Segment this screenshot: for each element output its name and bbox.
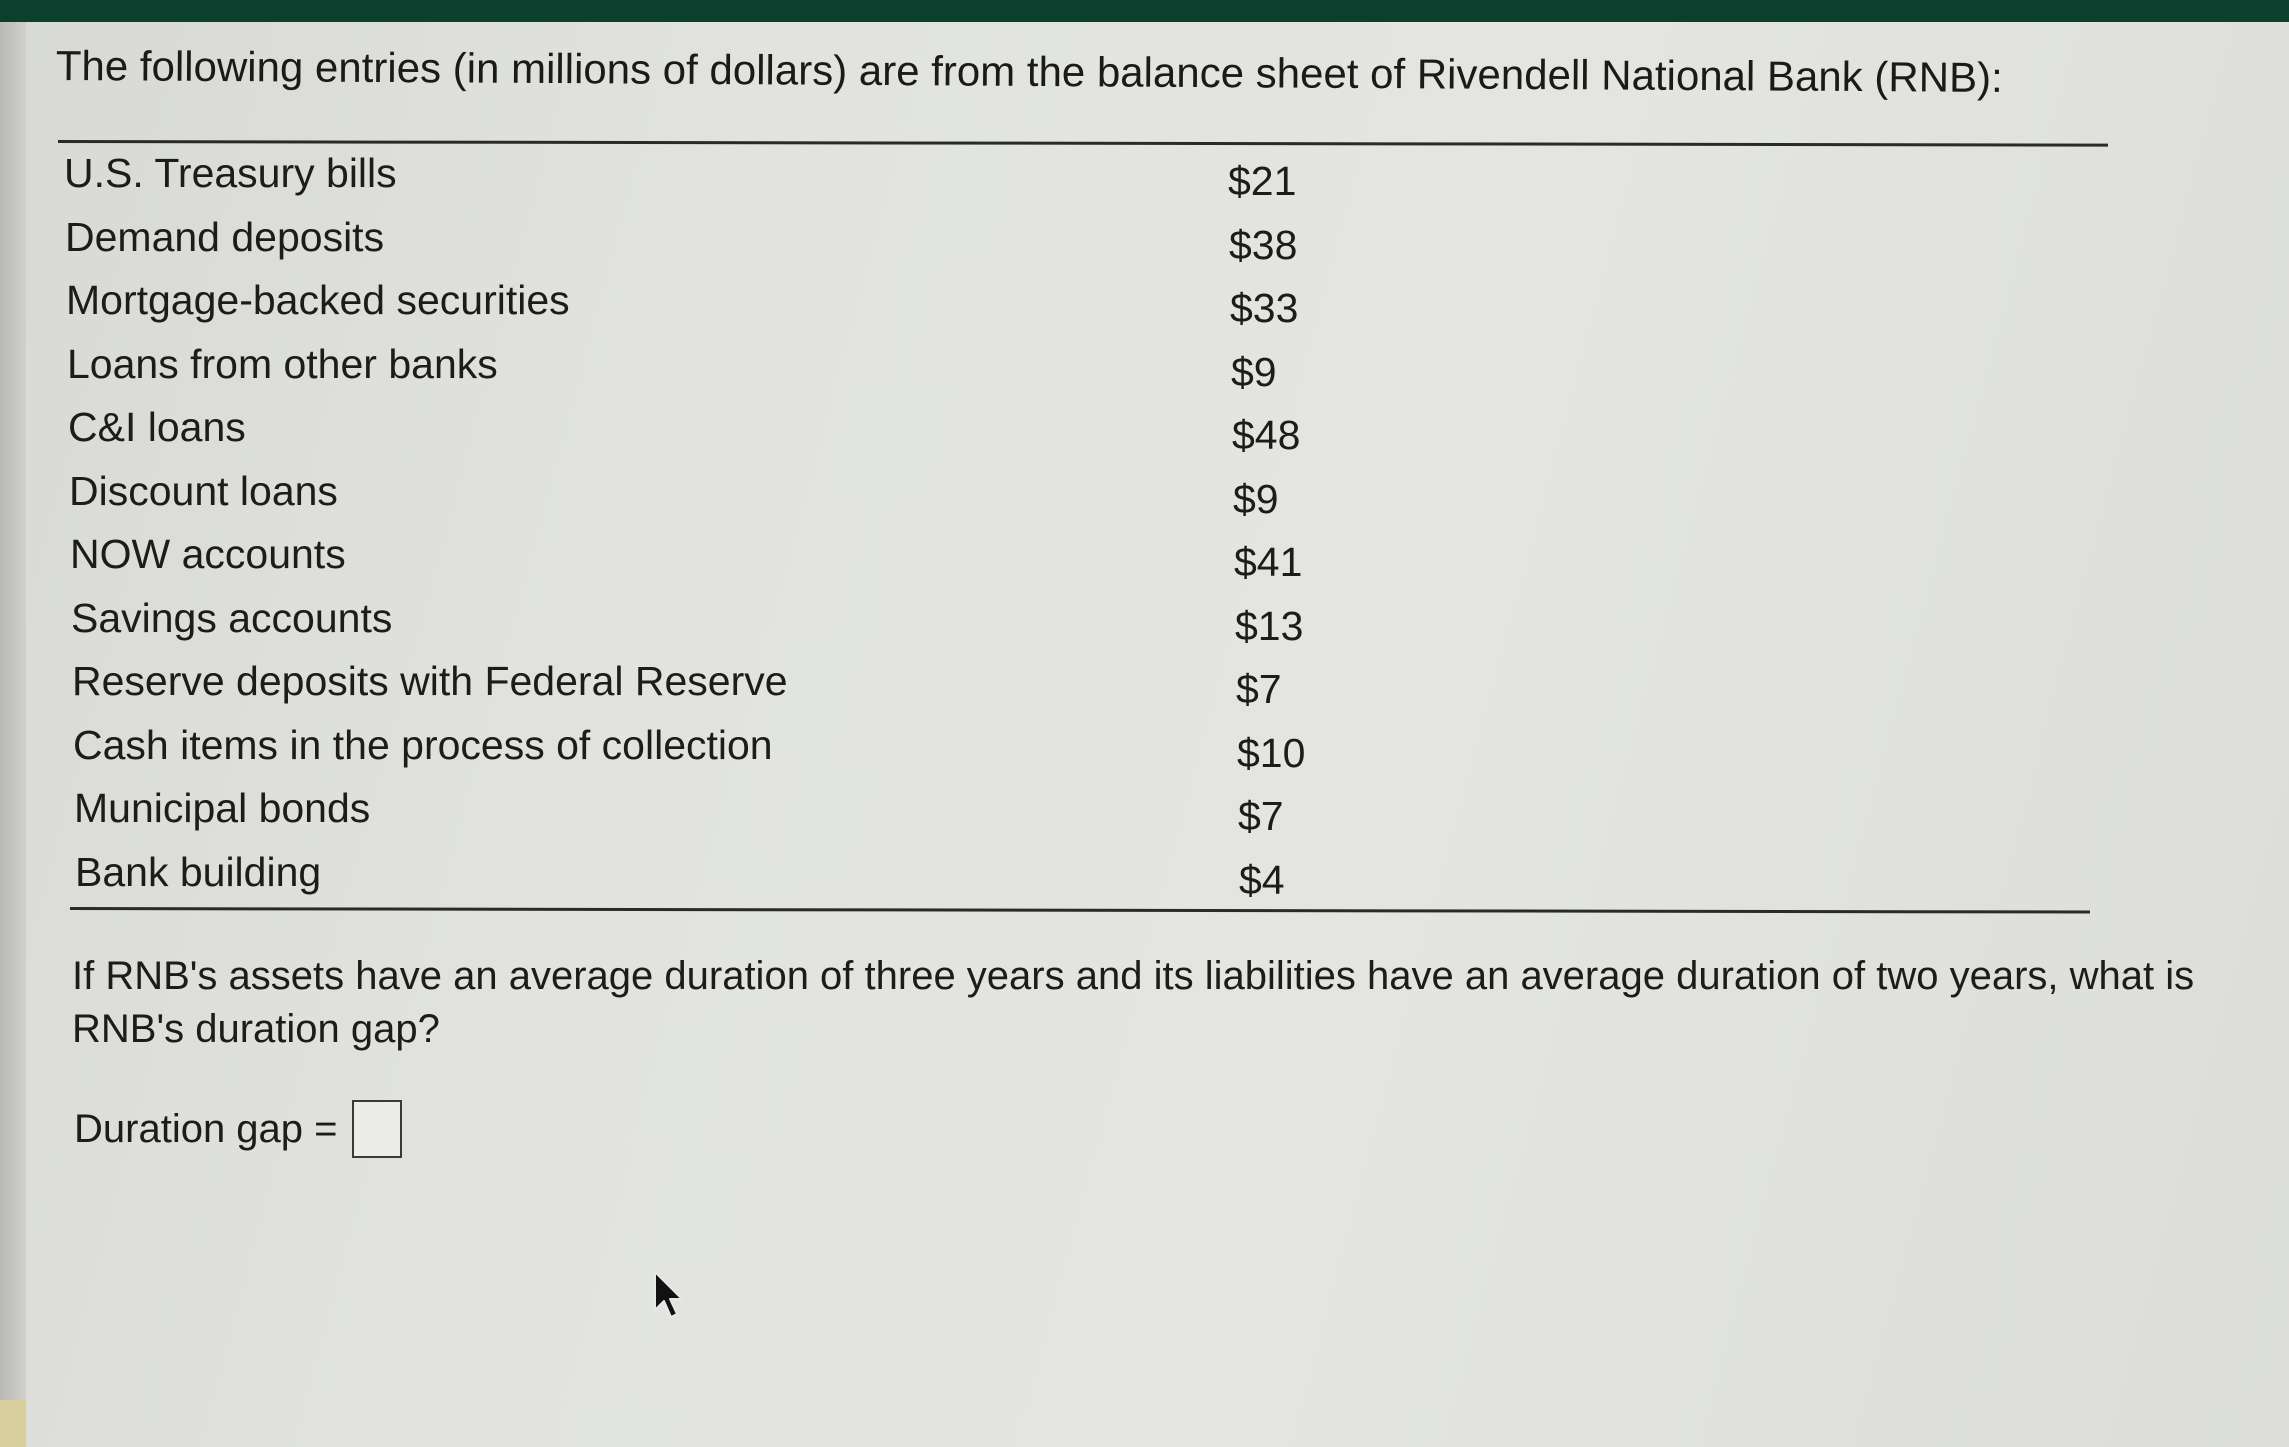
- row-label: Demand deposits: [65, 213, 385, 260]
- table-row: [73, 718, 1373, 782]
- row-value: $7: [1238, 793, 1284, 839]
- row-label: Reserve deposits with Federal Reserve: [72, 658, 788, 704]
- duration-gap-label: Duration gap =: [74, 1106, 338, 1151]
- row-value: $10: [1237, 729, 1306, 776]
- table-row: [69, 464, 1369, 528]
- row-value: $38: [1229, 221, 1298, 268]
- row-label: Discount loans: [69, 467, 338, 514]
- row-label: Cash items in the process of collection: [73, 721, 773, 768]
- table-row: [74, 781, 1374, 845]
- arrow-cursor-icon: [652, 1270, 686, 1322]
- row-value: $41: [1234, 539, 1303, 585]
- table-row: [71, 591, 1371, 655]
- row-value: $48: [1232, 412, 1301, 458]
- question-prompt: If RNB's assets have an average duration of three years and its liabilities have an average duration of two years, what is RNB's duration gap?: [72, 954, 2195, 1051]
- table-row: [70, 527, 1370, 591]
- balance-sheet-table: [64, 146, 1364, 908]
- row-label: Savings accounts: [71, 594, 393, 641]
- edge-highlight: [0, 1400, 26, 1447]
- table-row: [64, 146, 1364, 210]
- table-row: [67, 337, 1367, 401]
- table-row: [65, 210, 1365, 274]
- row-value: $33: [1230, 285, 1299, 331]
- row-label: Loans from other banks: [67, 340, 498, 387]
- answer-row: [74, 1100, 402, 1158]
- row-label: Bank building: [75, 848, 322, 895]
- row-label: Mortgage-backed securities: [66, 277, 570, 323]
- row-value: $21: [1228, 158, 1297, 204]
- row-value: $9: [1231, 348, 1277, 395]
- row-label: C&I loans: [68, 404, 246, 450]
- row-label: NOW accounts: [70, 531, 346, 577]
- table-row: [68, 400, 1368, 464]
- row-value: $13: [1235, 602, 1304, 649]
- table-row: [75, 845, 1375, 909]
- table-row: [66, 273, 1366, 337]
- row-label: Municipal bonds: [74, 785, 371, 831]
- question-intro: The following entries (in millions of dollars) are from the balance sheet of Rivendell National Bank (RNB):: [55, 42, 2003, 101]
- top-window-bar: [0, 0, 2289, 22]
- left-screen-edge: [0, 22, 26, 1447]
- row-value: $7: [1236, 666, 1282, 712]
- table-row: [72, 654, 1372, 718]
- row-value: $9: [1233, 475, 1279, 522]
- row-value: $4: [1239, 856, 1285, 903]
- duration-gap-input[interactable]: [352, 1100, 402, 1158]
- row-label: U.S. Treasury bills: [64, 150, 397, 196]
